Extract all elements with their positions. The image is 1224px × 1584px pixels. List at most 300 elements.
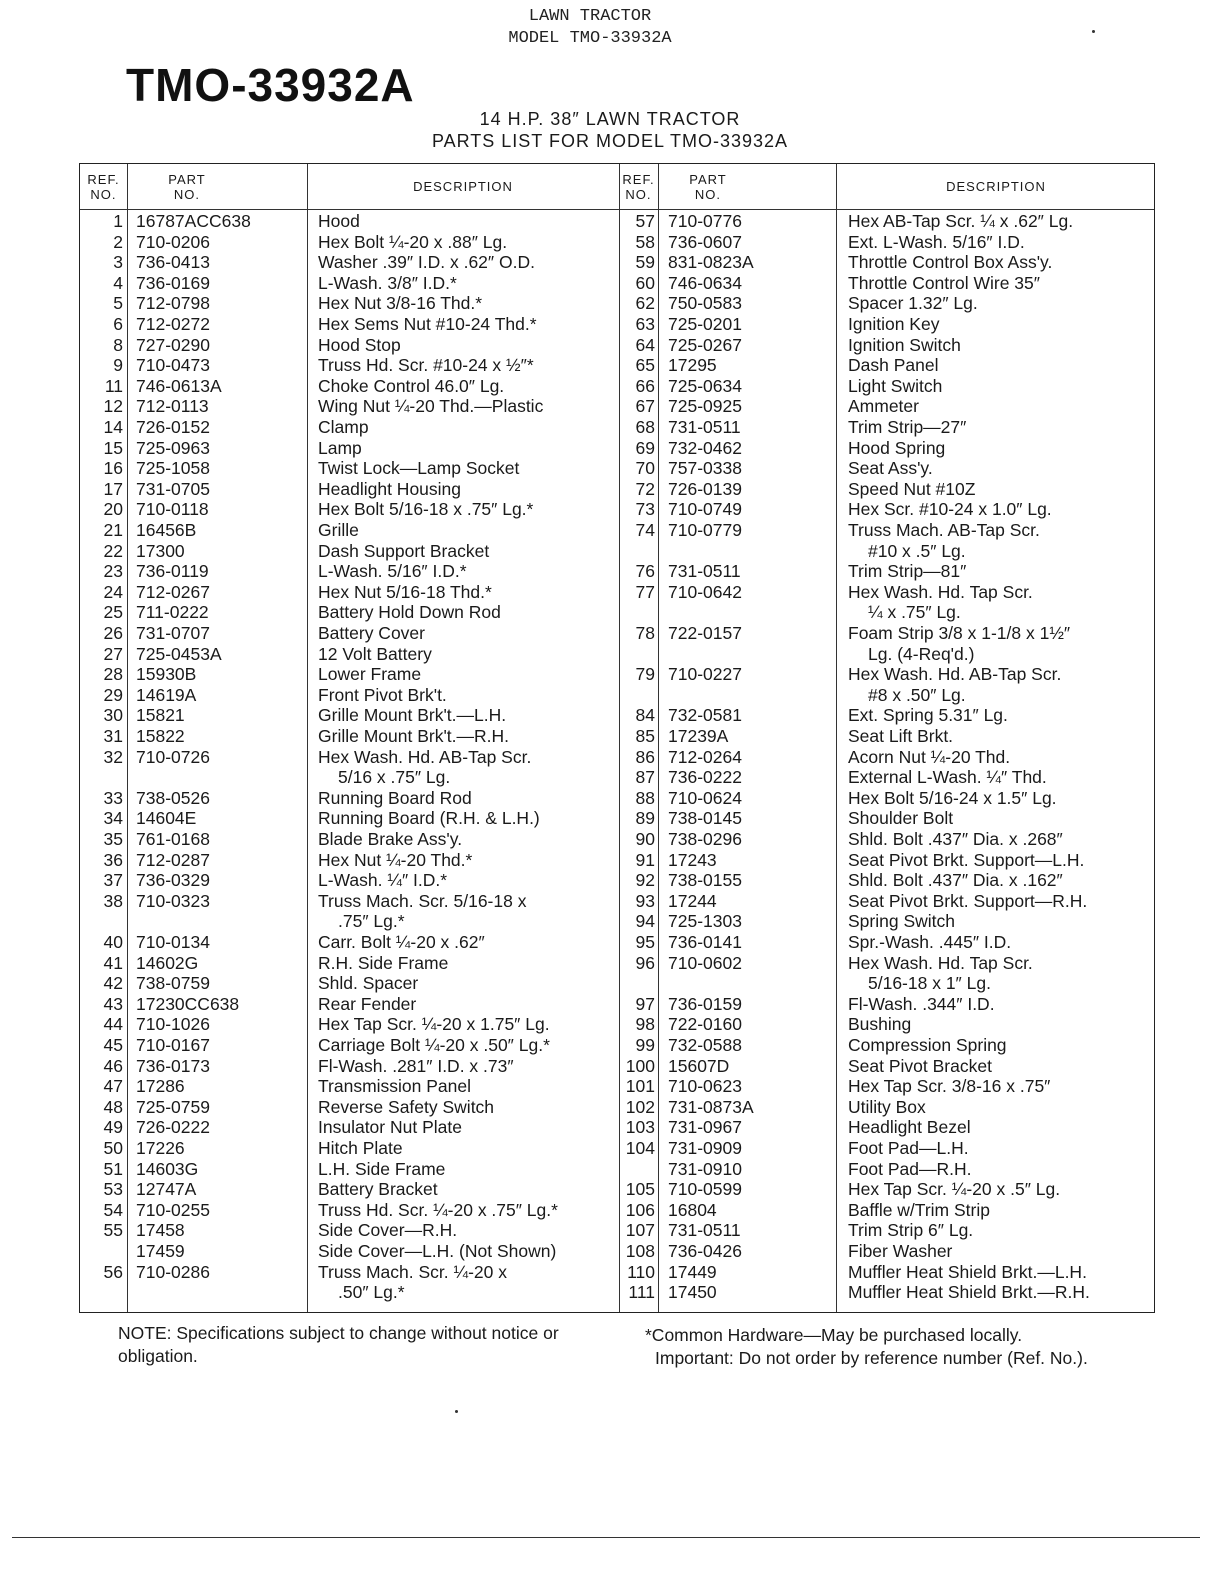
part-description: Hex Nut 3/8-16 Thd.* — [318, 293, 483, 314]
part-number: 731-0511 — [668, 417, 741, 437]
part-number: 710-0206 — [136, 231, 210, 252]
ref-number: 60 — [635, 272, 655, 293]
part-description: Grille Mount Brk't.—L.H. — [318, 705, 507, 726]
ref-number: 97 — [635, 993, 655, 1014]
part-description: Spring Switch — [848, 911, 955, 932]
table-row — [80, 232, 1154, 253]
part-description: L-Wash. ¼″ I.D.* — [318, 870, 448, 891]
part-description: Hex Wash. Hd. Tap Scr. — [848, 952, 1033, 973]
ref-number: 96 — [635, 952, 655, 973]
part-number: 731-0511 — [668, 561, 741, 582]
table-row — [80, 355, 1154, 376]
part-number: 732-0581 — [668, 705, 742, 726]
part-number: 736-0173 — [136, 1055, 210, 1076]
part-number: 725-0634 — [668, 375, 742, 396]
part-number: 710-0779 — [668, 520, 742, 540]
ref-number: 95 — [635, 932, 655, 952]
subtitle-line2: PARTS LIST FOR MODEL TMO-33932A — [431, 131, 789, 151]
part-number: 16456B — [136, 520, 197, 540]
part-description: Shoulder Bolt — [848, 808, 954, 829]
bottom-rule — [12, 1537, 1200, 1538]
ref-number: 67 — [635, 396, 655, 417]
part-number: 710-0602 — [668, 952, 742, 973]
ref-number: 99 — [635, 1035, 655, 1055]
part-number: 15822 — [136, 726, 185, 746]
header-no-label: NO. — [173, 186, 201, 202]
part-description: Wing Nut ¼-20 Thd.—Plastic — [318, 396, 544, 417]
part-number: 725-0201 — [668, 314, 742, 334]
part-description: Running Board Rod — [318, 787, 472, 808]
part-description: Hood Stop — [318, 334, 401, 355]
part-number: 736-0169 — [136, 272, 210, 293]
part-description: Lamp — [318, 437, 362, 458]
model-number-heading: TMO-33932A — [126, 59, 415, 111]
header-no-label: NO. — [90, 186, 117, 202]
ref-number: 50 — [103, 1138, 123, 1158]
part-number: 738-0526 — [136, 787, 210, 808]
part-description: Fiber Washer — [848, 1241, 953, 1261]
table-row — [80, 685, 1154, 706]
part-description: Spacer 1.32″ Lg. — [848, 293, 978, 314]
part-description: Hex Wash. Hd. AB-Tap Scr. — [318, 746, 532, 767]
table-row — [80, 1159, 1154, 1180]
part-number: 710-0227 — [668, 664, 742, 685]
part-number: 725-0963 — [136, 437, 210, 458]
part-number: 17286 — [136, 1076, 185, 1097]
part-description: L-Wash. 5/16″ I.D.* — [318, 561, 467, 582]
ref-number: 5 — [113, 293, 123, 314]
table-row — [80, 1179, 1154, 1200]
part-number: 710-0286 — [136, 1261, 210, 1282]
part-description: 5/16 x .75″ Lg. — [338, 767, 451, 788]
ref-number: 104 — [625, 1138, 655, 1158]
part-number: 731-0910 — [668, 1158, 742, 1179]
part-description: External L-Wash. ¼″ Thd. — [848, 767, 1047, 788]
part-description: #8 x .50″ Lg. — [868, 684, 966, 705]
table-row — [80, 1282, 1154, 1303]
part-number: 17244 — [668, 890, 717, 911]
table-row — [80, 891, 1154, 912]
part-description: Throttle Control Box Ass'y. — [848, 252, 1053, 273]
part-description: 5/16-18 x 1″ Lg. — [868, 973, 991, 994]
table-row — [80, 808, 1154, 829]
table-row — [80, 273, 1154, 294]
ref-number: 46 — [103, 1055, 123, 1076]
part-description: Trim Strip—27″ — [848, 417, 967, 437]
table-row — [80, 1241, 1154, 1262]
ref-number: 65 — [635, 355, 655, 376]
part-description: Choke Control 46.0″ Lg. — [318, 375, 505, 396]
part-number: 15607D — [668, 1055, 730, 1076]
part-description: Battery Hold Down Rod — [318, 602, 501, 623]
top-label-line2: MODEL TMO-33932A — [508, 29, 672, 48]
table-row — [80, 726, 1154, 747]
ref-number: 77 — [635, 581, 655, 602]
table-row — [80, 541, 1154, 562]
ref-number: 55 — [103, 1220, 123, 1241]
part-number: 732-0462 — [668, 437, 742, 458]
part-description: Hex Bolt ¼-20 x .88″ Lg. — [318, 231, 508, 252]
part-number: 17295 — [668, 355, 717, 376]
part-number: 14619A — [136, 684, 197, 705]
part-description: Rear Fender — [318, 993, 417, 1014]
part-description: Lg. (4-Req'd.) — [868, 643, 975, 664]
part-description: Blade Brake Ass'y. — [318, 829, 463, 849]
part-number: 731-0909 — [668, 1138, 742, 1158]
part-description: R.H. Side Frame — [318, 952, 449, 973]
part-number: 831-0823A — [668, 252, 754, 273]
table-row — [80, 314, 1154, 335]
part-description: Side Cover—L.H. (Not Shown) — [318, 1241, 557, 1261]
part-description: Seat Pivot Bracket — [848, 1055, 992, 1076]
note-specifications: NOTE: Specifications subject to change without notice or obligation. — [118, 1323, 559, 1366]
table-row — [80, 458, 1154, 479]
table-row — [80, 582, 1154, 603]
part-number: 711-0222 — [136, 602, 209, 623]
part-description: Ext. Spring 5.31″ Lg. — [848, 705, 1008, 726]
part-number: 16804 — [668, 1199, 717, 1220]
part-description: Ext. L-Wash. 5/16″ I.D. — [848, 231, 1025, 252]
ref-number: 88 — [635, 787, 655, 808]
part-number: 738-0155 — [668, 870, 742, 891]
ref-number: 68 — [635, 417, 655, 437]
part-number: 738-0296 — [668, 829, 742, 849]
part-number: 725-1058 — [136, 458, 210, 479]
ref-number: 54 — [103, 1199, 123, 1220]
part-description: Shld. Bolt .437″ Dia. x .162″ — [848, 870, 1063, 891]
ref-number: 21 — [103, 520, 123, 540]
part-description: Hex Bolt 5/16-24 x 1.5″ Lg. — [848, 787, 1057, 808]
ref-number: 91 — [635, 849, 655, 870]
ref-number: 74 — [635, 520, 655, 540]
ref-number: 24 — [103, 581, 123, 602]
ref-number: 41 — [103, 952, 123, 973]
ref-number: 56 — [103, 1261, 123, 1282]
scan-speck — [1092, 30, 1095, 33]
part-description: Throttle Control Wire 35″ — [848, 272, 1040, 293]
header-part-no — [127, 164, 247, 209]
ref-number: 107 — [625, 1220, 655, 1241]
part-description: Clamp — [318, 417, 369, 437]
part-number: 17230CC638 — [136, 993, 240, 1014]
header-description: DESCRIPTION — [413, 179, 513, 194]
part-description: Washer .39″ I.D. x .62″ O.D. — [318, 252, 535, 273]
part-number: 17449 — [668, 1261, 717, 1282]
table-row — [80, 623, 1154, 644]
table-row — [80, 850, 1154, 871]
part-description: Reverse Safety Switch — [318, 1096, 495, 1117]
part-description: Hood Spring — [848, 437, 946, 458]
part-description: Muffler Heat Shield Brkt.—R.H. — [848, 1282, 1090, 1303]
table-row — [80, 1076, 1154, 1097]
part-number: 710-0623 — [668, 1076, 742, 1097]
part-description: Lower Frame — [318, 664, 422, 685]
header-ref-label: REF. — [87, 171, 120, 187]
part-number: 731-0707 — [136, 623, 210, 643]
part-number: 726-0139 — [668, 478, 742, 499]
part-description: L-Wash. 3/8″ I.D.* — [318, 272, 457, 293]
part-description: Muffler Heat Shield Brkt.—L.H. — [848, 1261, 1087, 1282]
header-description: DESCRIPTION — [946, 179, 1046, 194]
ref-number: 84 — [635, 705, 655, 726]
table-row — [80, 520, 1154, 541]
part-number: 12747A — [136, 1179, 197, 1200]
ref-number: 23 — [103, 561, 123, 582]
ref-number: 29 — [103, 684, 123, 705]
part-number: 14603G — [136, 1158, 199, 1179]
subtitle-line1: 14 H.P. 38″ LAWN TRACTOR — [479, 109, 741, 129]
table-row — [80, 664, 1154, 685]
header-ref-label: REF. — [622, 171, 655, 187]
ref-number: 32 — [103, 746, 123, 767]
part-description: L.H. Side Frame — [318, 1158, 446, 1179]
part-description: Spr.-Wash. .445″ I.D. — [848, 932, 1012, 952]
part-description: Hex Tap Scr. 3/8-16 x .75″ — [848, 1076, 1051, 1097]
ref-number: 45 — [103, 1035, 123, 1055]
part-description: Hex Wash. Hd. AB-Tap Scr. — [848, 664, 1062, 685]
table-row — [80, 829, 1154, 850]
part-description: Hex Nut 5/16-18 Thd.* — [318, 581, 492, 602]
part-description: Battery Cover — [318, 623, 425, 643]
part-description: Grille Mount Brk't.—R.H. — [318, 726, 510, 746]
ref-number: 103 — [625, 1117, 655, 1138]
table-row — [80, 1014, 1154, 1035]
ref-number: 87 — [635, 767, 655, 788]
part-number: 710-0134 — [136, 932, 210, 952]
ref-number: 15 — [103, 437, 123, 458]
part-description: Hex Tap Scr. ¼-20 x 1.75″ Lg. — [318, 1014, 550, 1035]
header-ref-no — [619, 164, 658, 209]
part-description: Headlight Housing — [318, 478, 462, 499]
ref-number: 8 — [113, 334, 123, 355]
table-row — [80, 499, 1154, 520]
table-row — [80, 396, 1154, 417]
part-description: Seat Pivot Brkt. Support—R.H. — [848, 890, 1088, 911]
part-description: Foam Strip 3/8 x 1-1/8 x 1½″ — [848, 623, 1071, 643]
ref-number: 105 — [625, 1179, 655, 1200]
header-part-label: PART — [689, 171, 727, 187]
ref-number: 106 — [625, 1199, 655, 1220]
ref-number: 49 — [103, 1117, 123, 1138]
ref-number: 85 — [635, 726, 655, 746]
part-description: Running Board (R.H. & L.H.) — [318, 808, 540, 829]
ref-number: 33 — [103, 787, 123, 808]
part-number: 710-0118 — [136, 499, 209, 520]
part-number: 712-0287 — [136, 849, 210, 870]
table-row — [80, 602, 1154, 623]
ref-number: 101 — [625, 1076, 655, 1097]
ref-number: 66 — [635, 375, 655, 396]
part-description: ¼ x .75″ Lg. — [868, 602, 961, 623]
ref-number: 58 — [635, 231, 655, 252]
ref-number: 72 — [635, 478, 655, 499]
part-number: 710-0255 — [136, 1199, 210, 1220]
part-number: 726-0222 — [136, 1117, 210, 1138]
ref-number: 53 — [103, 1179, 123, 1200]
part-description: Hex Scr. #10-24 x 1.0″ Lg. — [848, 499, 1052, 520]
part-description: Hood — [318, 211, 360, 231]
ref-number: 17 — [103, 478, 123, 499]
header-divider — [80, 209, 1154, 210]
part-description: Truss Mach. Scr. 5/16-18 x — [318, 890, 527, 911]
part-description: Hex Sems Nut #10-24 Thd.* — [318, 314, 537, 334]
ref-number: 76 — [635, 561, 655, 582]
header-ref-no — [80, 164, 127, 209]
part-description: Utility Box — [848, 1096, 926, 1117]
part-number: 725-0925 — [668, 396, 742, 417]
table-row — [80, 870, 1154, 891]
ref-number: 89 — [635, 808, 655, 829]
ref-number: 20 — [103, 499, 123, 520]
part-number: 725-0453A — [136, 643, 222, 664]
part-number: 710-0167 — [136, 1035, 210, 1055]
ref-number: 37 — [103, 870, 123, 891]
part-number: 761-0168 — [136, 829, 210, 849]
part-number: 15821 — [136, 705, 185, 726]
part-description: Hitch Plate — [318, 1138, 403, 1158]
part-description: Carr. Bolt ¼-20 x .62″ — [318, 932, 485, 952]
part-description: Ignition Switch — [848, 334, 961, 355]
ref-number: 1 — [113, 211, 123, 231]
part-number: 15930B — [136, 664, 197, 685]
part-number: 757-0338 — [668, 458, 742, 479]
table-row — [80, 644, 1154, 665]
table-row — [80, 767, 1154, 788]
part-number: 736-0222 — [668, 767, 742, 788]
part-description: Truss Hd. Scr. #10-24 x ½″* — [318, 355, 534, 376]
ref-number: 102 — [625, 1096, 655, 1117]
part-number: 731-0873A — [668, 1096, 754, 1117]
part-description: Carriage Bolt ¼-20 x .50″ Lg.* — [318, 1035, 550, 1055]
parts-table — [79, 163, 1155, 1313]
table-row — [80, 479, 1154, 500]
part-number: 16787ACC638 — [136, 211, 251, 231]
part-description: Truss Mach. Scr. ¼-20 x — [318, 1261, 507, 1282]
ref-number: 63 — [635, 314, 655, 334]
header-part-label: PART — [168, 171, 206, 187]
part-description: Hex AB-Tap Scr. ¼ x .62″ Lg. — [848, 211, 1074, 231]
part-number: 17226 — [136, 1138, 185, 1158]
part-description: Truss Hd. Scr. ¼-20 x .75″ Lg.* — [318, 1199, 558, 1220]
part-description: Insulator Nut Plate — [318, 1117, 462, 1138]
part-description: Grille — [318, 520, 359, 540]
part-number: 736-0426 — [668, 1241, 742, 1261]
part-description: Seat Lift Brkt. — [848, 726, 954, 746]
table-row — [80, 994, 1154, 1015]
ref-number: 100 — [625, 1055, 655, 1076]
part-number: 712-0113 — [136, 396, 209, 417]
ref-number: 42 — [103, 973, 123, 994]
part-description: Headlight Bezel — [848, 1117, 971, 1138]
part-number: 736-0607 — [668, 231, 742, 252]
part-description: Baffle w/Trim Strip — [848, 1199, 990, 1220]
ref-number: 73 — [635, 499, 655, 520]
table-row — [80, 335, 1154, 356]
part-number: 710-0642 — [668, 581, 742, 602]
part-number: 736-0329 — [136, 870, 210, 891]
part-description: Dash Support Bracket — [318, 540, 490, 561]
header-part-no — [658, 164, 758, 209]
part-description: Hex Bolt 5/16-18 x .75″ Lg.* — [318, 499, 534, 520]
ref-number: 34 — [103, 808, 123, 829]
ref-number: 59 — [635, 252, 655, 273]
part-number: 736-0119 — [136, 561, 209, 582]
table-row — [80, 1138, 1154, 1159]
part-description: Twist Lock—Lamp Socket — [318, 458, 520, 479]
part-number: 736-0159 — [668, 993, 742, 1014]
part-number: 722-0160 — [668, 1014, 742, 1035]
ref-number: 47 — [103, 1076, 123, 1097]
part-description: #10 x .5″ Lg. — [868, 540, 966, 561]
ref-number: 27 — [103, 643, 123, 664]
ref-number: 31 — [103, 726, 123, 746]
part-number: 725-1303 — [668, 911, 742, 932]
part-description: Hex Tap Scr. ¼-20 x .5″ Lg. — [848, 1179, 1061, 1200]
part-description: Seat Pivot Brkt. Support—L.H. — [848, 849, 1085, 870]
part-number: 710-0624 — [668, 787, 742, 808]
ref-number: 70 — [635, 458, 655, 479]
table-row — [80, 438, 1154, 459]
table-row — [80, 705, 1154, 726]
table-row — [80, 1117, 1154, 1138]
part-number: 14602G — [136, 952, 199, 973]
table-row — [80, 973, 1154, 994]
part-description: Fl-Wash. .281″ I.D. x .73″ — [318, 1055, 514, 1076]
part-number: 731-0705 — [136, 478, 210, 499]
scan-speck — [455, 1410, 458, 1413]
table-row — [80, 747, 1154, 768]
note-common-hardware — [645, 1324, 1125, 1370]
part-description: Light Switch — [848, 375, 943, 396]
ref-number: 28 — [103, 664, 123, 685]
part-number: 17458 — [136, 1220, 185, 1241]
part-description: Transmission Panel — [318, 1076, 472, 1097]
part-description: 12 Volt Battery — [318, 643, 432, 664]
part-description: Battery Bracket — [318, 1179, 438, 1200]
part-number: 750-0583 — [668, 293, 742, 314]
ref-number: 11 — [104, 375, 123, 396]
part-description: Foot Pad—L.H. — [848, 1138, 969, 1158]
ref-number: 3 — [113, 252, 123, 273]
part-description: Front Pivot Brk't. — [318, 684, 447, 705]
part-description: Speed Nut #10Z — [848, 478, 976, 499]
top-label-line1: LAWN TRACTOR — [528, 7, 652, 26]
table-row — [80, 1200, 1154, 1221]
part-number: 17459 — [136, 1241, 185, 1261]
part-number: 710-0726 — [136, 746, 210, 767]
ref-number: 30 — [103, 705, 123, 726]
subtitle — [380, 108, 840, 152]
part-number: 722-0157 — [668, 623, 742, 643]
part-number: 14604E — [136, 808, 197, 829]
part-number: 727-0290 — [136, 334, 210, 355]
table-row — [80, 788, 1154, 809]
ref-number: 90 — [635, 829, 655, 849]
note-important-line: Important: Do not order by reference number (Ref. No.). — [655, 1348, 1088, 1368]
part-number: 17450 — [668, 1282, 717, 1303]
ref-number: 2 — [113, 231, 123, 252]
part-description: Ignition Key — [848, 314, 940, 334]
header-no-label: NO. — [625, 186, 652, 202]
part-description: Dash Panel — [848, 355, 939, 376]
part-number: 710-0776 — [668, 211, 742, 231]
part-number: 710-0473 — [136, 355, 210, 376]
part-number: 746-0613A — [136, 375, 222, 396]
part-number: 17243 — [668, 849, 717, 870]
part-number: 738-0145 — [668, 808, 742, 829]
part-number: 726-0152 — [136, 417, 210, 437]
ref-number: 48 — [103, 1096, 123, 1117]
